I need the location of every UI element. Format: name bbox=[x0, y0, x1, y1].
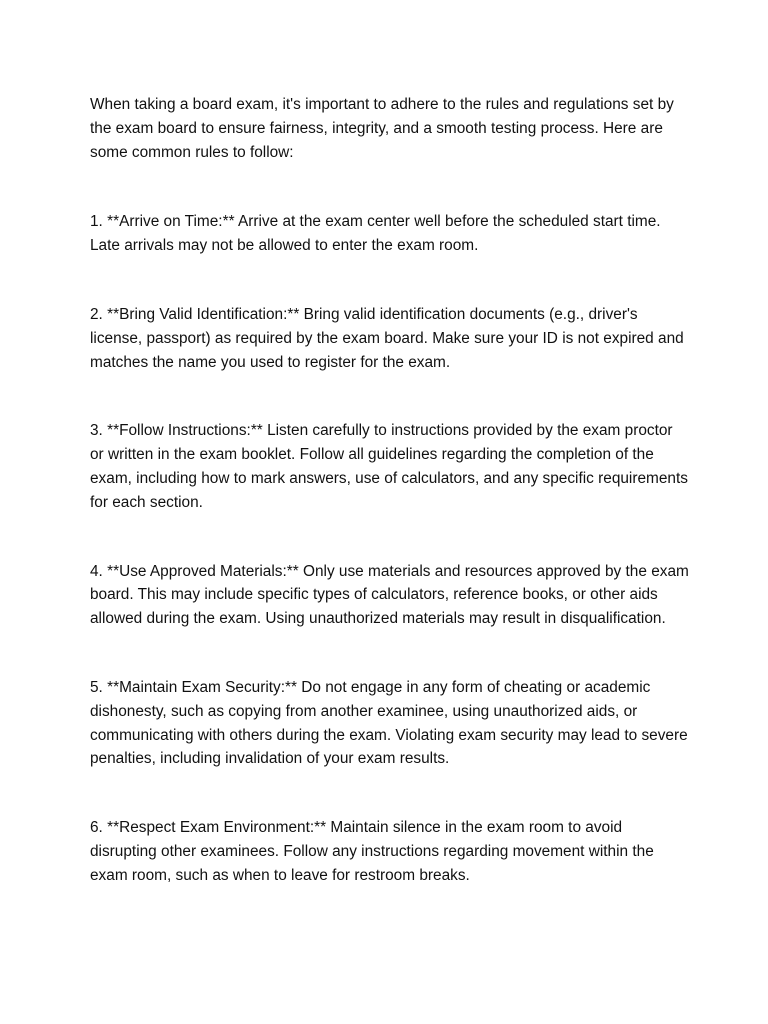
intro-paragraph: When taking a board exam, it's important to adhere to the rules and regulations set by the exam board to ensure fairness, integrity, and a smooth testing process. Here are some common rules to follow: bbox=[90, 96, 674, 161]
rule-arrive-on-time: 1. **Arrive on Time:** Arrive at the exam center well before the scheduled start time. Late arrivals may not be allowed to enter the exam room. bbox=[90, 213, 661, 255]
rule-follow-instructions: 3. **Follow Instructions:** Listen carefully to instructions provided by the exam proctor or written in the exam booklet. Follow all guidelines regarding the completion of the exam, including how to mark answers, use of calculators, and any specific requirements for each section. bbox=[90, 422, 688, 511]
document-body bbox=[90, 93, 690, 888]
rule-maintain-exam-security: 5. **Maintain Exam Security:** Do not engage in any form of cheating or academic dishonesty, such as copying from another examinee, using unauthorized aids, or communicating with others during the exam. Violating exam security may lead to severe penalties, including invalidation of your exam results. bbox=[90, 678, 688, 768]
rule-respect-exam-environment: 6. **Respect Exam Environment:** Maintain silence in the exam room to avoid disrupting other examinees. Follow any instructions regarding movement within the exam room, such as when to leave for restroom breaks. bbox=[90, 819, 654, 884]
rule-use-approved-materials: 4. **Use Approved Materials:** Only use materials and resources approved by the exam board. This may include specific types of calculators, reference books, or other aids allowed during the exam. Using unauthorized materials may result in disqualification. bbox=[90, 562, 689, 628]
rule-bring-valid-identification: 2. **Bring Valid Identification:** Bring valid identification documents (e.g., driver's license, passport) as required by the exam board. Make sure your ID is not expired and matches the name you used to register for the exam. bbox=[90, 305, 684, 371]
